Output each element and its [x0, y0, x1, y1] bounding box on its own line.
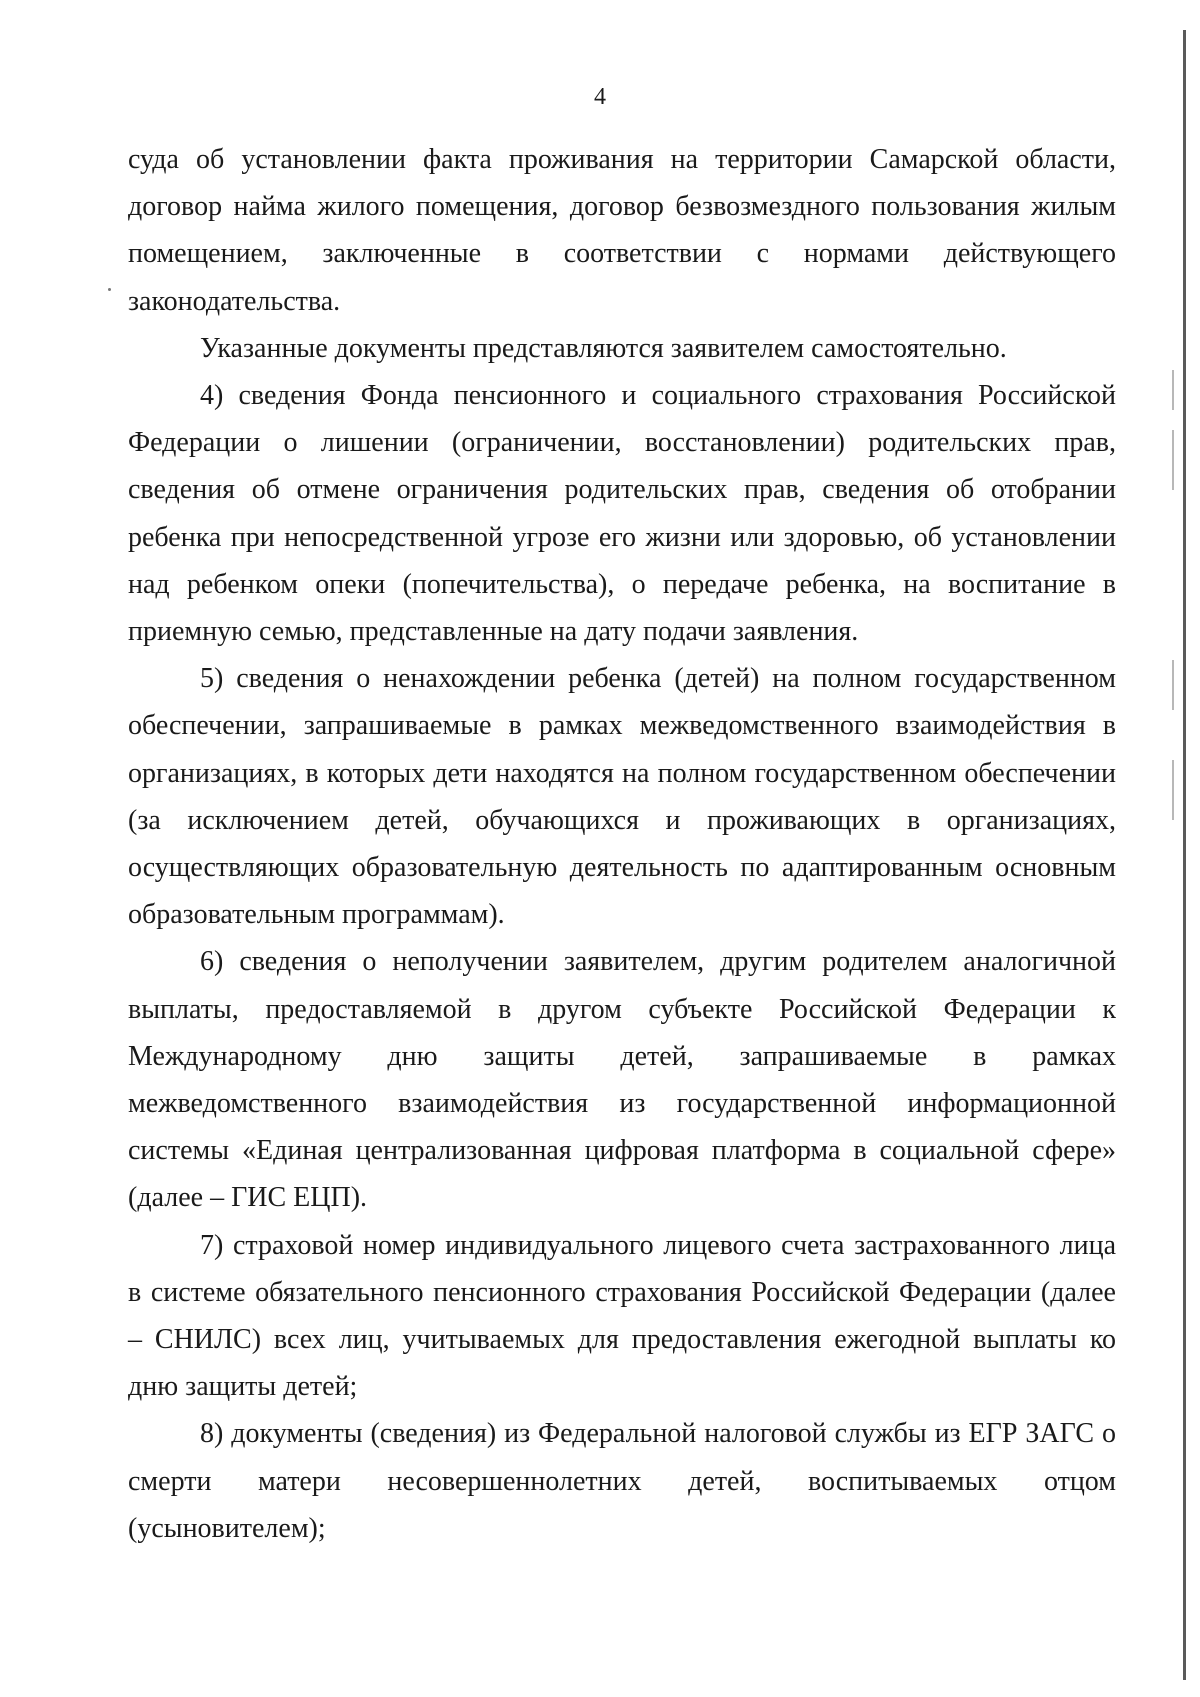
paragraph-item-4: 4) сведения Фонда пенсионного и социального страхования Российской Федерации о лишении (ограничении, восстановлении) родительских прав, сведения об отмене ограничения родительских прав, сведения об отобрании ребенка при непосредственной угрозе его жизни или здоровью, об установлении над ребенком опеки (попечительства), о передаче ребенка, на воспитание в приемную семью, представленные на дату подачи заявления.: [128, 380, 1116, 648]
paragraph-item-8: 8) документы (сведения) из Федеральной налоговой службы из ЕГР ЗАГС о смерти матери несовершеннолетних детей, воспитываемых отцом (усыновителем);: [128, 1418, 1116, 1544]
scan-speck: [108, 288, 111, 291]
page-number: 4: [594, 84, 606, 110]
scan-edge-mark: [1172, 370, 1174, 410]
paragraph-item-6: 6) сведения о неполучении заявителем, другим родителем аналогичной выплаты, предоставляемой в другом субъекте Российской Федерации к Международному дню защиты детей, запрашиваемые в рамках межведомственного взаимодействия из государственной информационной системы «Единая централизованная цифровая платформа в социальной сфере» (далее – ГИС ЕЦП).: [128, 946, 1116, 1214]
scan-edge-mark: [1172, 660, 1174, 710]
body-text: [128, 136, 1116, 1552]
paragraph: Указанные документы представляются заявителем самостоятельно.: [200, 332, 1007, 364]
scan-edge-line: [1183, 30, 1186, 1680]
paragraph-item-5: 5) сведения о ненахождении ребенка (детей) на полном государственном обеспечении, запрашиваемые в рамках межведомственного взаимодействия в организациях, в которых дети находятся на полном государственном обеспечении (за исключением детей, обучающихся и проживающих в организациях, осуществляющих образовательную деятельность по адаптированным основным образовательным программам).: [128, 663, 1116, 931]
paragraph: суда об установлении факта проживания на территории Самарской области, договор найма жилого помещения, договор безвозмездного пользования жилым помещением, заключенные в соответствии с нормами действующего законодательства.: [128, 144, 1116, 317]
scan-edge-mark: [1172, 760, 1174, 820]
scan-edge-mark: [1172, 430, 1174, 490]
paragraph-item-7: 7) страховой номер индивидуального лицевого счета застрахованного лица в системе обязательного пенсионного страхования Российской Федерации (далее – СНИЛС) всех лиц, учитываемых для предоставления ежегодной выплаты ко дню защиты детей;: [128, 1229, 1116, 1403]
